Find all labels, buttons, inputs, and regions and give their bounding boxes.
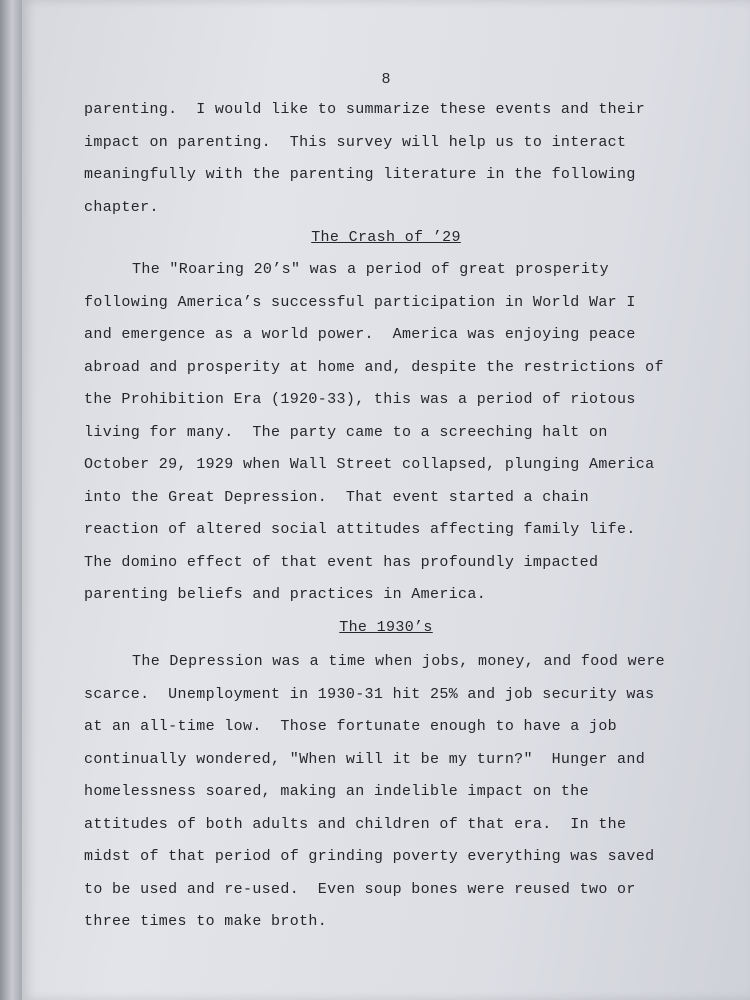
paragraph-line: at an all-time low. Those fortunate enough to have a job [84,718,618,735]
paragraph-line: the Prohibition Era (1920-33), this was a period of riotous [84,391,636,408]
page-number: 8 [381,71,391,88]
document-page [22,0,750,1000]
paragraph-line: attitudes of both adults and children of that era. In the [84,815,627,833]
intro-line: parenting. I would like to summarize these events and their [84,101,646,118]
paragraph-line: and emergence as a world power. America was enjoying peace [84,326,636,343]
paragraph-line: into the Great Depression. That event started a chain [84,488,589,506]
paragraph-line: abroad and prosperity at home and, despite the restrictions of [84,358,664,376]
paragraph-line: living for many. The party came to a screeching halt on [84,423,608,441]
paragraph-line: October 29, 1929 when Wall Street collapsed, plunging America [84,456,655,473]
crash-paragraph [84,254,704,612]
paragraph-line: parenting beliefs and practices in America. [84,586,487,603]
paragraph-line: continually wondered, "When will it be my turn?" Hunger and [84,750,646,768]
section-heading-crash: The Crash of ’29 [311,229,461,246]
paragraph-line: scarce. Unemployment in 1930-31 hit 25% and job security was [84,685,655,703]
paragraph-line: to be used and re-used. Even soup bones were reused two or [84,880,636,898]
paragraph-line: The domino effect of that event has profoundly impacted [84,553,599,571]
binding-edge [0,0,22,1000]
intro-line: meaningfully with the parenting literature in the following [84,166,636,183]
paragraph-line: following America’s successful participation in World War I [84,293,636,311]
paragraph-line: three times to make broth. [84,913,328,930]
intro-paragraph [84,94,704,224]
paragraph-line: The Depression was a time when jobs, money, and food were [132,653,666,670]
paragraph-line: homelessness soared, making an indelible impact on the [84,783,589,800]
intro-line: chapter. [84,198,159,216]
paragraph-line: The "Roaring 20’s" was a period of great prosperity [132,261,609,278]
thirties-paragraph [84,646,704,939]
paragraph-line: reaction of altered social attitudes affecting family life. [84,521,636,538]
paragraph-line: midst of that period of grinding poverty everything was saved [84,848,655,865]
intro-line: impact on parenting. This survey will help us to interact [84,133,627,151]
section-heading-1930s: The 1930’s [339,619,433,636]
